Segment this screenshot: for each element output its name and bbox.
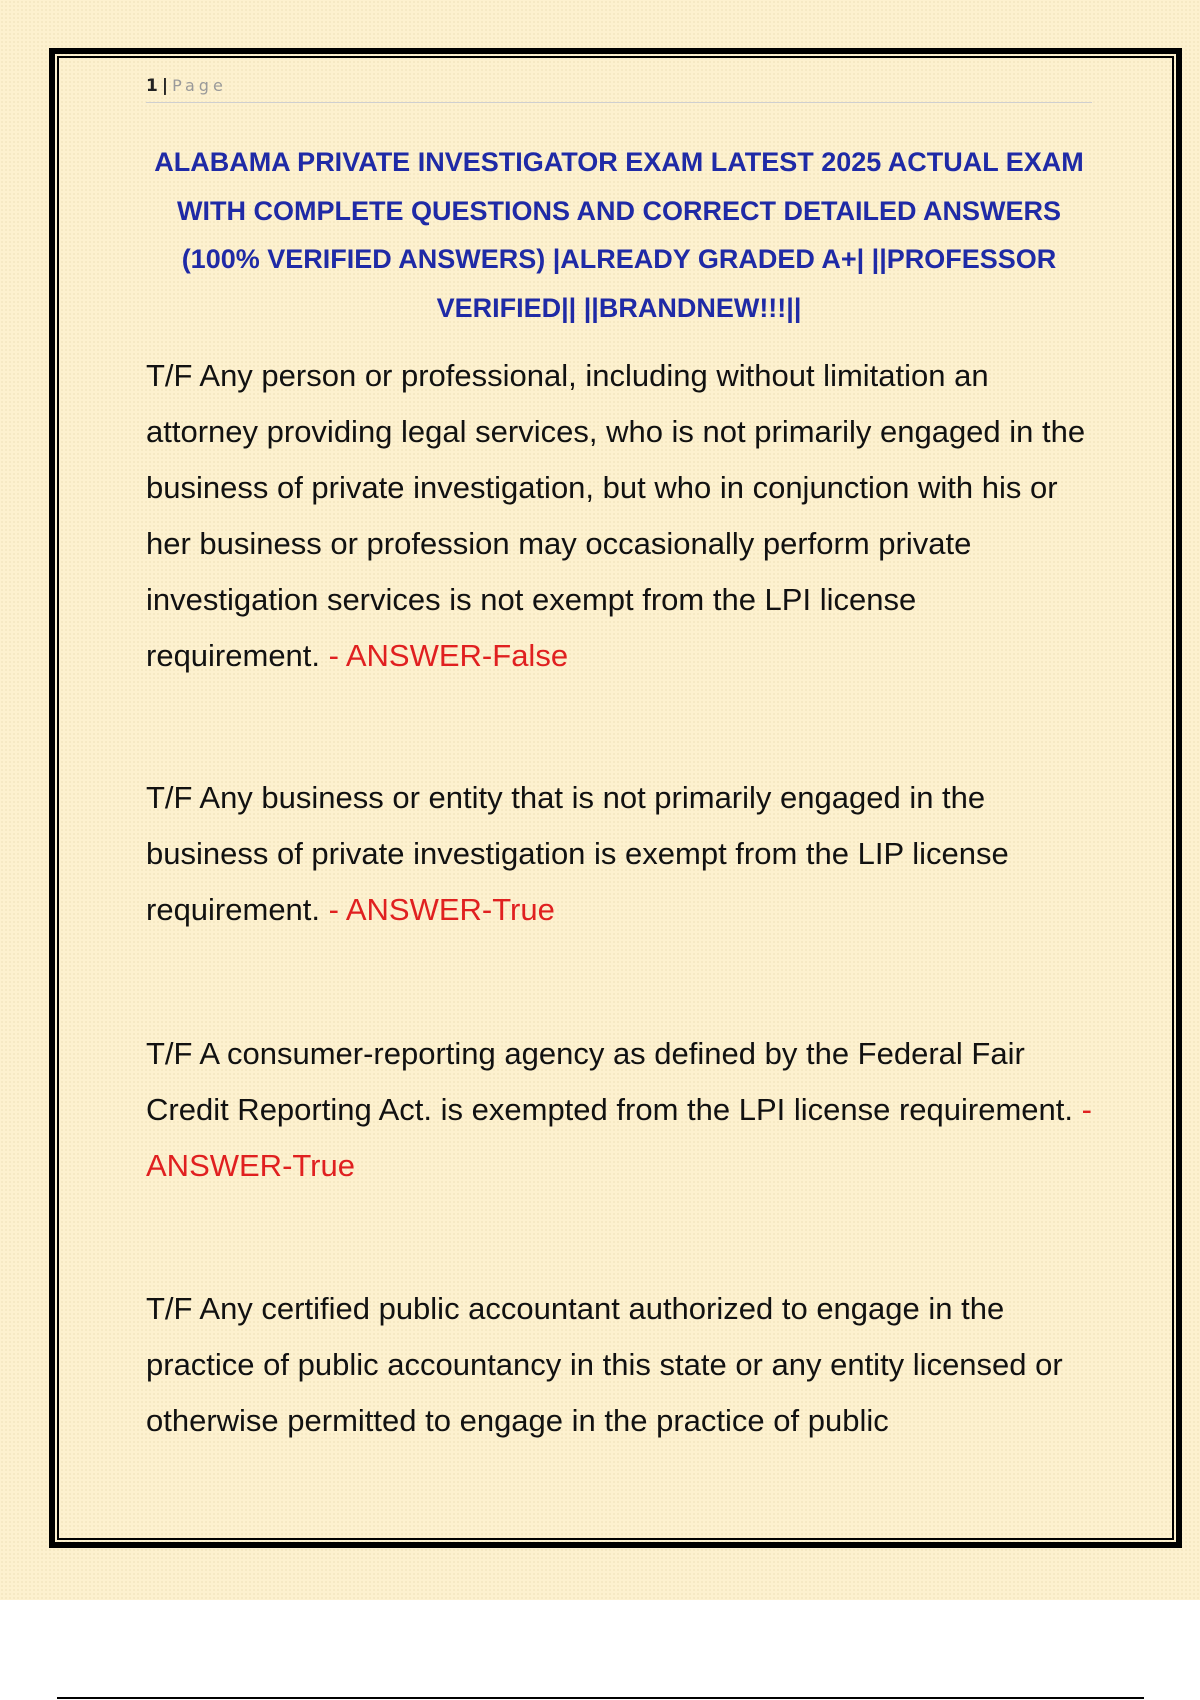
question-block bbox=[146, 770, 1092, 938]
answer-text: - ANSWER-True bbox=[146, 1092, 1092, 1183]
question-text: T/F Any business or entity that is not primarily engaged in the business of private investigation is exempt from the LIP license requirement. bbox=[146, 780, 1009, 927]
question-text: T/F Any person or professional, including without limitation an attorney providing legal services, who is not primarily engaged in the business of private investigation, but who in conjunction with his or her business or profession may occasionally perform private investigation services is not exempt from the LPI license requirement. bbox=[146, 358, 1086, 673]
question-block bbox=[146, 1281, 1092, 1449]
footer-divider bbox=[57, 1697, 1144, 1699]
question-block bbox=[146, 348, 1092, 684]
answer-text: - ANSWER-True bbox=[320, 892, 555, 927]
page-label: Page bbox=[172, 76, 227, 95]
question-block bbox=[146, 1026, 1092, 1194]
answer-text: - ANSWER-False bbox=[320, 638, 569, 673]
question-text: T/F Any certified public accountant authorized to engage in the practice of public accountancy in this state or any entity licensed or otherwise permitted to engage in the practice of public bbox=[146, 1291, 1063, 1438]
document-title: ALABAMA PRIVATE INVESTIGATOR EXAM LATEST 2025 ACTUAL EXAM WITH COMPLETE QUESTIONS AND CORRECT DETAILED ANSWERS (100% VERIFIED ANSWERS) |ALREADY GRADED A+| ||PROFESSOR VERIFIED|| ||BRANDNEW!!!|| bbox=[154, 147, 1084, 323]
question-text: T/F A consumer-reporting agency as defined by the Federal Fair Credit Reporting Act. is exempted from the LPI license requirement. bbox=[146, 1036, 1073, 1127]
page-number: 1 bbox=[146, 76, 158, 96]
page-header bbox=[146, 74, 1092, 103]
page-header-separator: | bbox=[161, 76, 169, 96]
